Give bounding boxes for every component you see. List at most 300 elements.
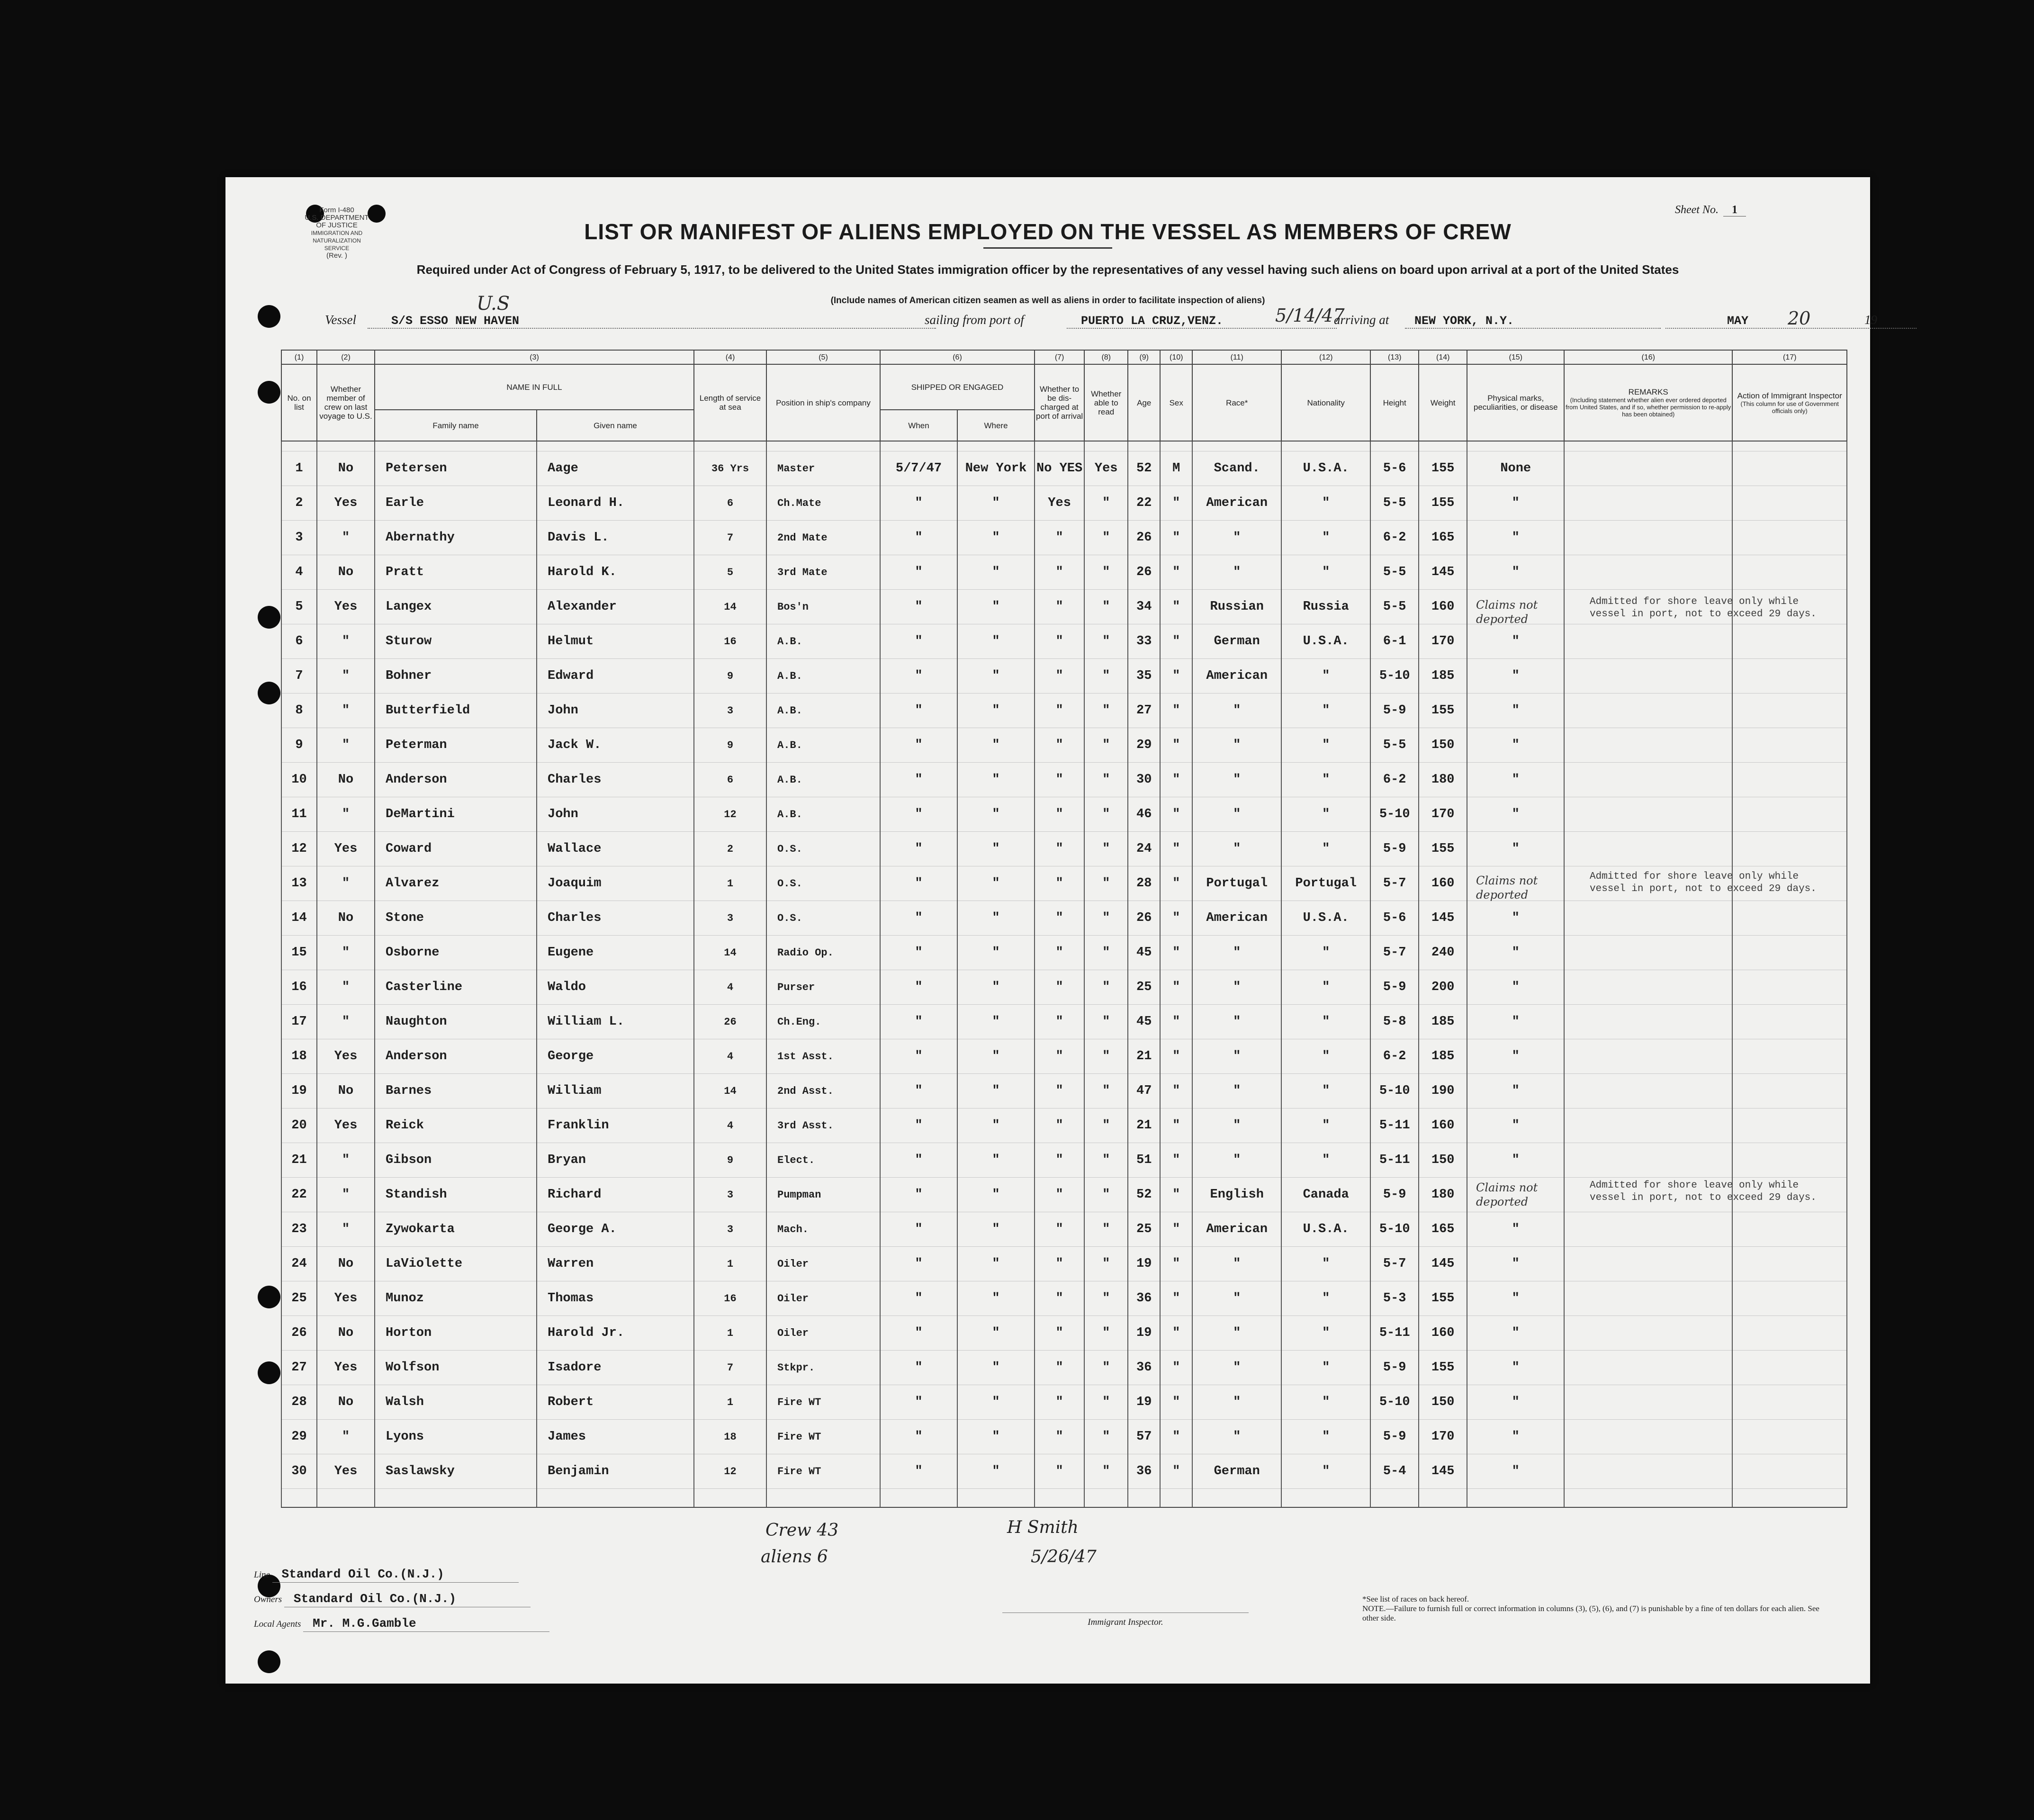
cell-action — [1732, 1454, 1847, 1489]
cell-member-last-voyage: " — [317, 521, 375, 555]
cell-race: English — [1192, 1178, 1281, 1212]
cell-age: 27 — [1128, 694, 1160, 728]
cell-row-number: 11 — [281, 797, 317, 832]
cell-race: " — [1192, 797, 1281, 832]
cell-family-name: Anderson — [375, 763, 537, 797]
table-row — [281, 1005, 1847, 1039]
cell-able-to-read: " — [1084, 624, 1128, 659]
cell-sex: " — [1160, 728, 1192, 763]
cell-given-name: Harold Jr. — [537, 1316, 694, 1351]
cell-weight: 155 — [1419, 451, 1467, 486]
cell-race: " — [1192, 1247, 1281, 1281]
cell-weight: 180 — [1419, 763, 1467, 797]
column-number: (7) — [1035, 350, 1084, 364]
table-row — [281, 521, 1847, 555]
cell-able-to-read: " — [1084, 555, 1128, 590]
cell-age: 26 — [1128, 521, 1160, 555]
cell-length-of-service: 1 — [694, 866, 766, 901]
table-row — [281, 1351, 1847, 1385]
cell-sex: M — [1160, 451, 1192, 486]
arrival-port-field: NEW YORK, N.Y. — [1405, 313, 1661, 332]
cell-nationality: " — [1281, 486, 1370, 521]
cell-height: 5-6 — [1370, 451, 1419, 486]
cell-action — [1732, 624, 1847, 659]
cell-height: 5-10 — [1370, 659, 1419, 694]
cell-row-number: 4 — [281, 555, 317, 590]
cell-member-last-voyage: Yes — [317, 1454, 375, 1489]
cell-shipped-where: " — [957, 1385, 1035, 1420]
cell-discharged: " — [1035, 1351, 1084, 1385]
cell-remarks — [1564, 728, 1732, 763]
cell-sex: " — [1160, 1039, 1192, 1074]
cell-row-number: 18 — [281, 1039, 317, 1074]
cell-nationality: " — [1281, 1108, 1370, 1143]
cell-height: 5-5 — [1370, 728, 1419, 763]
claim-note-row-22: Claims not deported — [1476, 1181, 1538, 1208]
cell-member-last-voyage: Yes — [317, 832, 375, 866]
cell-member-last-voyage: " — [317, 728, 375, 763]
cell-given-name: Thomas — [537, 1281, 694, 1316]
column-number: (16) — [1564, 350, 1732, 364]
cell-race: " — [1192, 1143, 1281, 1178]
cell-nationality: " — [1281, 1454, 1370, 1489]
cell-position: Stkpr. — [766, 1351, 880, 1385]
cell-position: O.S. — [766, 866, 880, 901]
cell-shipped-where: New York — [957, 451, 1035, 486]
cell-remarks — [1564, 1247, 1732, 1281]
cell-member-last-voyage: " — [317, 694, 375, 728]
cell-remarks — [1564, 1420, 1732, 1454]
cell-height: 5-11 — [1370, 1108, 1419, 1143]
cell-position: 2nd Asst. — [766, 1074, 880, 1108]
cell-length-of-service: 3 — [694, 901, 766, 936]
table-row — [281, 1281, 1847, 1316]
cell-race: " — [1192, 521, 1281, 555]
cell-discharged: " — [1035, 1281, 1084, 1316]
line-field: Line Standard Oil Co.(N.J.) — [254, 1567, 519, 1583]
cell-physical-marks: " — [1467, 797, 1564, 832]
cell-discharged: " — [1035, 936, 1084, 970]
column-number: (15) — [1467, 350, 1564, 364]
cell-length-of-service: 9 — [694, 728, 766, 763]
cell-sex: " — [1160, 901, 1192, 936]
cell-empty — [880, 1489, 957, 1508]
table-row — [281, 1143, 1847, 1178]
cell-shipped-when: " — [880, 1178, 957, 1212]
cell-discharged: " — [1035, 1316, 1084, 1351]
table-row — [281, 797, 1847, 832]
cell-position: Ch.Mate — [766, 486, 880, 521]
cell-race: Russian — [1192, 590, 1281, 624]
cell-able-to-read: " — [1084, 1039, 1128, 1074]
cell-physical-marks: " — [1467, 1247, 1564, 1281]
header-given-name: Given name — [537, 410, 694, 441]
cell-remarks — [1564, 1005, 1732, 1039]
cell-able-to-read: " — [1084, 936, 1128, 970]
cell-length-of-service: 14 — [694, 590, 766, 624]
cell-row-number: 27 — [281, 1351, 317, 1385]
cell-member-last-voyage: " — [317, 1005, 375, 1039]
cell-able-to-read: " — [1084, 1212, 1128, 1247]
cell-height: 5-7 — [1370, 936, 1419, 970]
cell-sex: " — [1160, 555, 1192, 590]
cell-nationality: Russia — [1281, 590, 1370, 624]
cell-weight: 185 — [1419, 1039, 1467, 1074]
cell-shipped-where: " — [957, 1074, 1035, 1108]
cell-race: American — [1192, 659, 1281, 694]
cell-position: 2nd Mate — [766, 521, 880, 555]
cell-shipped-when: " — [880, 728, 957, 763]
cell-member-last-voyage: Yes — [317, 1108, 375, 1143]
cell-weight: 160 — [1419, 1108, 1467, 1143]
cell-remarks — [1564, 1281, 1732, 1316]
cell-discharged: " — [1035, 797, 1084, 832]
cell-position: A.B. — [766, 763, 880, 797]
cell-race: " — [1192, 1005, 1281, 1039]
cell-race: " — [1192, 763, 1281, 797]
cell-sex: " — [1160, 1143, 1192, 1178]
cell-able-to-read: " — [1084, 1420, 1128, 1454]
cell-empty — [1035, 1489, 1084, 1508]
cell-sex: " — [1160, 1420, 1192, 1454]
cell-shipped-where: " — [957, 1108, 1035, 1143]
manifest-sheet — [225, 177, 1877, 1684]
cell-age: 51 — [1128, 1143, 1160, 1178]
cell-given-name: Richard — [537, 1178, 694, 1212]
cell-given-name: Bryan — [537, 1143, 694, 1178]
cell-sex: " — [1160, 1454, 1192, 1489]
cell-action — [1732, 901, 1847, 936]
cell-empty — [1084, 1489, 1128, 1508]
cell-given-name: Benjamin — [537, 1454, 694, 1489]
cell-length-of-service: 14 — [694, 1074, 766, 1108]
cell-row-number: 16 — [281, 970, 317, 1005]
cell-height: 6-2 — [1370, 521, 1419, 555]
cell-action — [1732, 797, 1847, 832]
cell-age: 33 — [1128, 624, 1160, 659]
header-discharged: Whether to be dis-charged at port of arrival — [1035, 364, 1084, 441]
cell-discharged: " — [1035, 1454, 1084, 1489]
column-number: (9) — [1128, 350, 1160, 364]
cell-row-number: 29 — [281, 1420, 317, 1454]
cell-able-to-read: " — [1084, 1316, 1128, 1351]
cell-discharged: " — [1035, 590, 1084, 624]
cell-shipped-when: " — [880, 624, 957, 659]
cell-family-name: Peterman — [375, 728, 537, 763]
column-number: (10) — [1160, 350, 1192, 364]
table-row — [281, 1247, 1847, 1281]
cell-physical-marks: " — [1467, 555, 1564, 590]
cell-member-last-voyage: No — [317, 555, 375, 590]
cell-discharged: " — [1035, 1178, 1084, 1212]
cell-member-last-voyage: No — [317, 451, 375, 486]
cell-able-to-read: " — [1084, 1074, 1128, 1108]
cell-nationality: U.S.A. — [1281, 451, 1370, 486]
claim-note-row-13: Claims not deported — [1476, 874, 1538, 901]
cell-sex: " — [1160, 1316, 1192, 1351]
title-divider — [983, 247, 1112, 249]
cell-length-of-service: 26 — [694, 1005, 766, 1039]
cell-shipped-when: " — [880, 1212, 957, 1247]
cell-able-to-read: " — [1084, 901, 1128, 936]
cell-able-to-read: " — [1084, 1247, 1128, 1281]
table-row — [281, 451, 1847, 486]
cell-member-last-voyage: " — [317, 624, 375, 659]
cell-member-last-voyage: Yes — [317, 1351, 375, 1385]
cell-weight: 170 — [1419, 1420, 1467, 1454]
cell-height: 5-10 — [1370, 1212, 1419, 1247]
cell-nationality: " — [1281, 521, 1370, 555]
cell-age: 19 — [1128, 1385, 1160, 1420]
footnotes — [1362, 1595, 1827, 1623]
cell-physical-marks: " — [1467, 1420, 1564, 1454]
cell-member-last-voyage: " — [317, 970, 375, 1005]
cell-empty — [375, 1489, 537, 1508]
cell-race: " — [1192, 936, 1281, 970]
cell-position: Master — [766, 451, 880, 486]
cell-empty — [1467, 1489, 1564, 1508]
cell-action — [1732, 763, 1847, 797]
cell-remarks — [1564, 1074, 1732, 1108]
cell-member-last-voyage: No — [317, 1074, 375, 1108]
cell-nationality: " — [1281, 1385, 1370, 1420]
cell-action — [1732, 1351, 1847, 1385]
cell-race: " — [1192, 1316, 1281, 1351]
cell-shipped-when: " — [880, 970, 957, 1005]
cell-nationality: " — [1281, 659, 1370, 694]
cell-weight: 155 — [1419, 694, 1467, 728]
cell-height: 5-9 — [1370, 694, 1419, 728]
cell-row-number: 15 — [281, 936, 317, 970]
cell-given-name: Alexander — [537, 590, 694, 624]
cell-remarks — [1564, 1108, 1732, 1143]
cell-position: Elect. — [766, 1143, 880, 1178]
cell-empty — [957, 1489, 1035, 1508]
cell-sex: " — [1160, 590, 1192, 624]
cell-sex: " — [1160, 1178, 1192, 1212]
cell-shipped-where: " — [957, 832, 1035, 866]
cell-length-of-service: 3 — [694, 1178, 766, 1212]
cell-sex: " — [1160, 1385, 1192, 1420]
cell-discharged: " — [1035, 694, 1084, 728]
cell-remarks — [1564, 659, 1732, 694]
cell-row-number: 12 — [281, 832, 317, 866]
cell-position: A.B. — [766, 694, 880, 728]
cell-age: 36 — [1128, 1454, 1160, 1489]
cell-shipped-where: " — [957, 1247, 1035, 1281]
cell-shipped-when: " — [880, 1316, 957, 1351]
cell-height: 5-3 — [1370, 1281, 1419, 1316]
cell-able-to-read: " — [1084, 1351, 1128, 1385]
cell-length-of-service: 3 — [694, 1212, 766, 1247]
cell-remarks — [1564, 832, 1732, 866]
cell-sex: " — [1160, 1108, 1192, 1143]
cell-shipped-when: " — [880, 1420, 957, 1454]
cell-able-to-read: " — [1084, 694, 1128, 728]
cell-nationality: " — [1281, 1351, 1370, 1385]
column-number: (8) — [1084, 350, 1128, 364]
cell-height: 5-10 — [1370, 1385, 1419, 1420]
cell-family-name: Lyons — [375, 1420, 537, 1454]
cell-height: 6-1 — [1370, 624, 1419, 659]
cell-member-last-voyage: No — [317, 763, 375, 797]
cell-weight: 155 — [1419, 832, 1467, 866]
cell-family-name: Bohner — [375, 659, 537, 694]
cell-empty — [1160, 1489, 1192, 1508]
header-name-in-full: NAME IN FULL — [375, 364, 694, 410]
cell-remarks — [1564, 1454, 1732, 1489]
document-title: LIST OR MANIFEST OF ALIENS EMPLOYED ON THE VESSEL AS MEMBERS OF CREW — [584, 219, 1512, 244]
cell-family-name: Naughton — [375, 1005, 537, 1039]
cell-age: 47 — [1128, 1074, 1160, 1108]
header-height: Height — [1370, 364, 1419, 441]
column-number: (1) — [281, 350, 317, 364]
cell-given-name: Wallace — [537, 832, 694, 866]
cell-row-number: 26 — [281, 1316, 317, 1351]
table-row — [281, 1108, 1847, 1143]
cell-physical-marks: " — [1467, 1212, 1564, 1247]
cell-height: 5-9 — [1370, 1351, 1419, 1385]
cell-family-name: Horton — [375, 1316, 537, 1351]
cell-able-to-read: " — [1084, 659, 1128, 694]
vessel-name-field: S/S ESSO NEW HAVEN — [368, 313, 936, 332]
document-subnote: (Include names of American citizen seamen as well as aliens in order to facilitate inspection of aliens) — [830, 296, 1265, 306]
cell-given-name: John — [537, 797, 694, 832]
cell-sex: " — [1160, 1247, 1192, 1281]
cell-weight: 200 — [1419, 970, 1467, 1005]
cell-position: Ch.Eng. — [766, 1005, 880, 1039]
cell-nationality: " — [1281, 728, 1370, 763]
cell-position: Fire WT — [766, 1420, 880, 1454]
cell-physical-marks: " — [1467, 1351, 1564, 1385]
cell-able-to-read: " — [1084, 1108, 1128, 1143]
column-number: (14) — [1419, 350, 1467, 364]
cell-shipped-when: " — [880, 1039, 957, 1074]
table-row — [281, 624, 1847, 659]
cell-length-of-service: 6 — [694, 486, 766, 521]
cell-discharged: " — [1035, 1005, 1084, 1039]
cell-physical-marks: " — [1467, 763, 1564, 797]
punch-hole — [258, 606, 280, 629]
cell-discharged: " — [1035, 832, 1084, 866]
cell-family-name: Butterfield — [375, 694, 537, 728]
cell-weight: 150 — [1419, 728, 1467, 763]
cell-row-number: 2 — [281, 486, 317, 521]
cell-family-name: Stone — [375, 901, 537, 936]
cell-position: Mach. — [766, 1212, 880, 1247]
table-row — [281, 1074, 1847, 1108]
cell-row-number: 19 — [281, 1074, 317, 1108]
table-row — [281, 1420, 1847, 1454]
cell-action — [1732, 832, 1847, 866]
cell-action — [1732, 451, 1847, 486]
cell-family-name: Standish — [375, 1178, 537, 1212]
cell-height: 5-7 — [1370, 866, 1419, 901]
cell-remarks — [1564, 555, 1732, 590]
cell-discharged: Yes — [1035, 486, 1084, 521]
cell-family-name: Coward — [375, 832, 537, 866]
cell-nationality: " — [1281, 694, 1370, 728]
cell-remarks — [1564, 1143, 1732, 1178]
arrival-day-handwritten: 20 — [1788, 308, 1811, 329]
cell-family-name: Alvarez — [375, 866, 537, 901]
cell-shipped-where: " — [957, 1039, 1035, 1074]
cell-height: 5-9 — [1370, 832, 1419, 866]
cell-sex: " — [1160, 694, 1192, 728]
cell-height: 5-11 — [1370, 1316, 1419, 1351]
cell-able-to-read: " — [1084, 970, 1128, 1005]
cell-nationality: " — [1281, 555, 1370, 590]
cell-weight: 240 — [1419, 936, 1467, 970]
cell-physical-marks: " — [1467, 1454, 1564, 1489]
punch-hole — [258, 305, 280, 328]
footnote-penalty: NOTE.—Failure to furnish full or correct information in columns (3), (5), (6), and (7) is punishable by a fine of ten dollars for each alien. See other side. — [1362, 1604, 1819, 1622]
sheet-number: Sheet No. 1 — [1675, 204, 1746, 216]
cell-given-name: Leonard H. — [537, 486, 694, 521]
cell-length-of-service: 16 — [694, 624, 766, 659]
cell-given-name: Charles — [537, 901, 694, 936]
cell-nationality: " — [1281, 763, 1370, 797]
cell-row-number: 25 — [281, 1281, 317, 1316]
cell-remarks — [1564, 694, 1732, 728]
cell-row-number: 14 — [281, 901, 317, 936]
cell-remarks — [1564, 624, 1732, 659]
cell-row-number: 13 — [281, 866, 317, 901]
cell-shipped-where: " — [957, 1281, 1035, 1316]
cell-sex: " — [1160, 832, 1192, 866]
cell-member-last-voyage: No — [317, 1316, 375, 1351]
cell-action — [1732, 1420, 1847, 1454]
column-number: (3) — [375, 350, 694, 364]
arriving-label: arriving at — [1334, 313, 1389, 327]
header-no-on-list: No. on list — [281, 364, 317, 441]
cell-length-of-service: 1 — [694, 1316, 766, 1351]
cell-given-name: Isadore — [537, 1351, 694, 1385]
cell-discharged: " — [1035, 1143, 1084, 1178]
cell-remarks — [1564, 970, 1732, 1005]
cell-physical-marks: " — [1467, 1385, 1564, 1420]
cell-action — [1732, 486, 1847, 521]
cell-member-last-voyage: Yes — [317, 1281, 375, 1316]
cell-weight: 190 — [1419, 1074, 1467, 1108]
cell-row-number: 5 — [281, 590, 317, 624]
crew-manifest-table — [281, 350, 1847, 1508]
cell-race: " — [1192, 694, 1281, 728]
punch-hole — [258, 381, 280, 404]
column-number: (5) — [766, 350, 880, 364]
cell-height: 5-4 — [1370, 1454, 1419, 1489]
handwritten-date: 5/26/47 — [1031, 1547, 1097, 1567]
remark-row-22: Admitted for shore leave only while vessel in port, not to exceed 29 days. — [1590, 1180, 1817, 1203]
cell-action — [1732, 1005, 1847, 1039]
header-nationality: Nationality — [1281, 364, 1370, 441]
header-able-to-read: Whether able to read — [1084, 364, 1128, 441]
cell-shipped-where: " — [957, 624, 1035, 659]
cell-able-to-read: " — [1084, 1281, 1128, 1316]
cell-sex: " — [1160, 486, 1192, 521]
cell-sex: " — [1160, 866, 1192, 901]
cell-position: Bos'n — [766, 590, 880, 624]
cell-row-number: 10 — [281, 763, 317, 797]
cell-shipped-when: " — [880, 936, 957, 970]
cell-shipped-where: " — [957, 763, 1035, 797]
sail-date-handwritten: 5/14/47 — [1275, 305, 1345, 326]
cell-position: Fire WT — [766, 1454, 880, 1489]
cell-member-last-voyage: Yes — [317, 1039, 375, 1074]
cell-shipped-where: " — [957, 486, 1035, 521]
cell-position: O.S. — [766, 901, 880, 936]
cell-height: 5-5 — [1370, 555, 1419, 590]
